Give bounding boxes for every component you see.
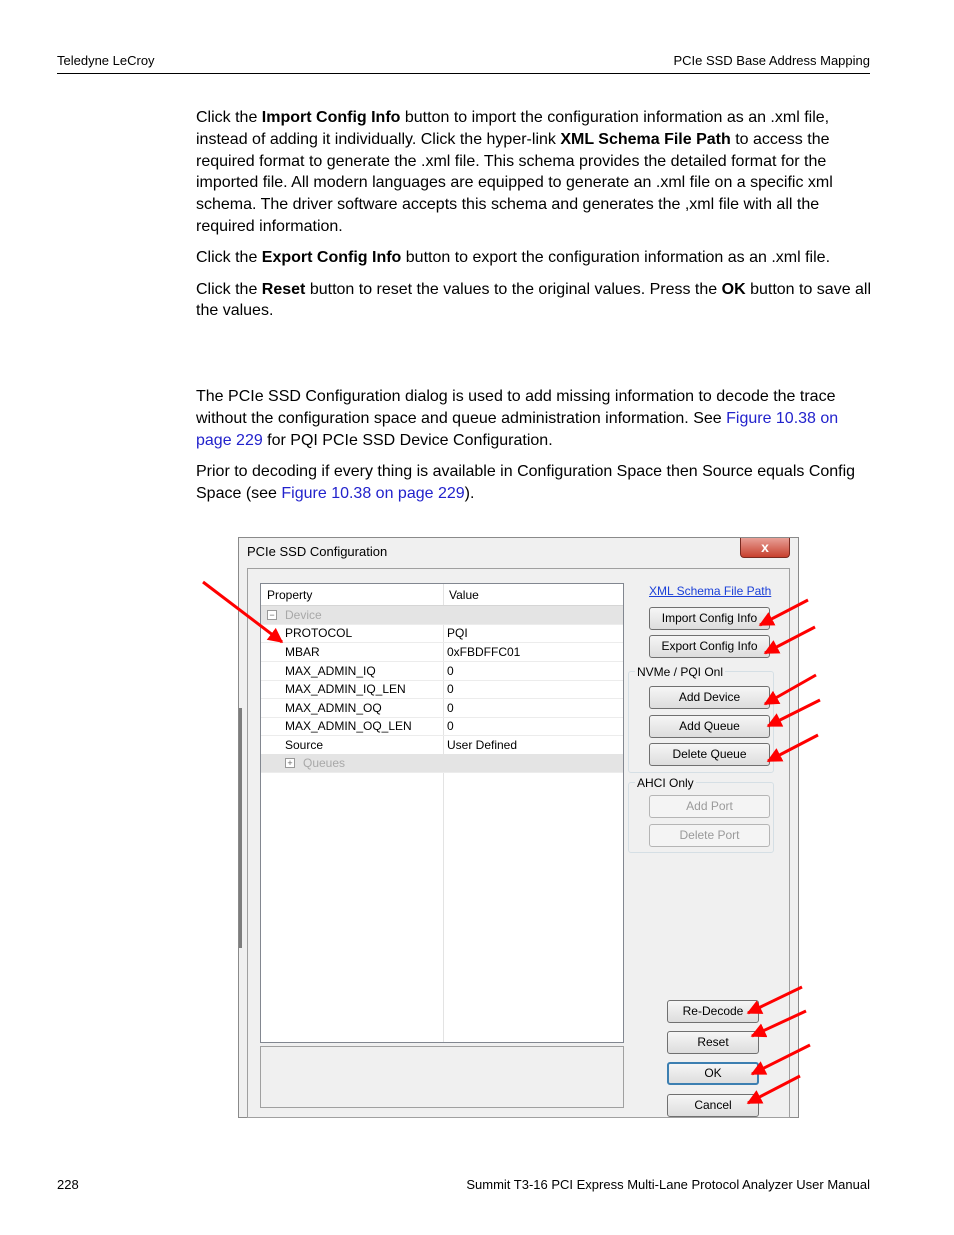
- nvme-group-label: NVMe / PQI Onl: [637, 665, 724, 679]
- bold-export-config: Export Config Info: [261, 249, 402, 267]
- grid-row[interactable]: MAX_ADMIN_OQ 0: [261, 699, 623, 718]
- grid-row[interactable]: MAX_ADMIN_IQ 0: [261, 662, 623, 681]
- figure-link[interactable]: Figure 10.38 on page 229: [196, 409, 839, 449]
- pcie-ssd-config-dialog: [238, 537, 799, 1118]
- ok-button[interactable]: OK: [667, 1062, 759, 1085]
- header-rule: [57, 73, 870, 74]
- property-grid[interactable]: [260, 583, 624, 1043]
- paragraph-dialog-purpose: The PCIe SSD Configuration dialog is used to add missing information to decode the trace without the configuration space and queue administration information. See Figure 10.38 on page 229 for PQI PCIe SSD Device Configuration.: [196, 388, 839, 449]
- category-queues[interactable]: + Queues: [261, 754, 623, 773]
- paragraph-reset: Click the Reset button to reset the values to the original values. Press the OK button to save all the values.: [196, 280, 872, 320]
- add-device-button[interactable]: Add Device: [649, 686, 770, 709]
- description-panel: [260, 1046, 624, 1108]
- grid-row[interactable]: Source User Defined: [261, 736, 623, 755]
- add-queue-button[interactable]: Add Queue: [649, 715, 770, 738]
- import-config-button[interactable]: Import Config Info: [649, 607, 770, 630]
- page-number: 228: [57, 1177, 79, 1192]
- bold-reset: Reset: [261, 280, 306, 298]
- header-left: Teledyne LeCroy: [57, 53, 155, 68]
- grid-row[interactable]: PROTOCOL PQI: [261, 624, 623, 643]
- cancel-button[interactable]: Cancel: [667, 1094, 759, 1117]
- delete-queue-button[interactable]: Delete Queue: [649, 743, 770, 766]
- grid-header: [261, 584, 623, 606]
- ahci-group-label: AHCI Only: [637, 776, 694, 790]
- expand-icon[interactable]: +: [285, 758, 295, 768]
- window-edge: [239, 708, 242, 948]
- close-button[interactable]: x: [740, 538, 790, 558]
- paragraph-source: Prior to decoding if every thing is available in Configuration Space then Source equals Config Space (see Figure 10.38 on page 229).: [196, 462, 856, 502]
- reset-button[interactable]: Reset: [667, 1031, 759, 1054]
- header-property: Property: [267, 588, 313, 602]
- section-configuration: [196, 386, 876, 514]
- grid-row[interactable]: MAX_ADMIN_IQ_LEN 0: [261, 680, 623, 699]
- bold-ok: OK: [721, 280, 746, 298]
- bold-xml-schema: XML Schema File Path: [560, 130, 731, 148]
- grid-row[interactable]: MAX_ADMIN_OQ_LEN 0: [261, 717, 623, 736]
- grid-row[interactable]: MBAR 0xFBDFFC01: [261, 643, 623, 662]
- header-value: Value: [449, 588, 479, 602]
- collapse-icon[interactable]: −: [267, 610, 277, 620]
- paragraph-import: Click the Import Config Info button to import the configuration information as an .xml file, instead of adding it individually. Click the hyper-link XML Schema File Path to access the required format to generate the .xml file. This schema provides the detailed format for the imported file. All modern languages are equipped to generate an .xml file on a specific xml schema. The driver software accepts this schema and generates the ,xml file with all the required information.: [196, 109, 833, 235]
- manual-title: Summit T3-16 PCI Express Multi-Lane Protocol Analyzer User Manual: [466, 1177, 870, 1192]
- category-device[interactable]: − Device: [261, 606, 623, 625]
- add-port-button[interactable]: Add Port: [649, 795, 770, 818]
- dialog-title: PCIe SSD Configuration: [247, 544, 388, 559]
- paragraph-export: Click the Export Config Info button to export the configuration information as an .xml file.: [196, 249, 831, 267]
- xml-schema-link[interactable]: XML Schema File Path: [649, 584, 772, 598]
- redecode-button[interactable]: Re-Decode: [667, 1000, 759, 1023]
- figure-link[interactable]: Figure 10.38 on page 229: [281, 484, 465, 502]
- delete-port-button[interactable]: Delete Port: [649, 824, 770, 847]
- header-right: PCIe SSD Base Address Mapping: [673, 53, 870, 68]
- export-config-button[interactable]: Export Config Info: [649, 635, 770, 658]
- bold-import-config: Import Config Info: [261, 109, 401, 126]
- section-import-export: [196, 107, 876, 332]
